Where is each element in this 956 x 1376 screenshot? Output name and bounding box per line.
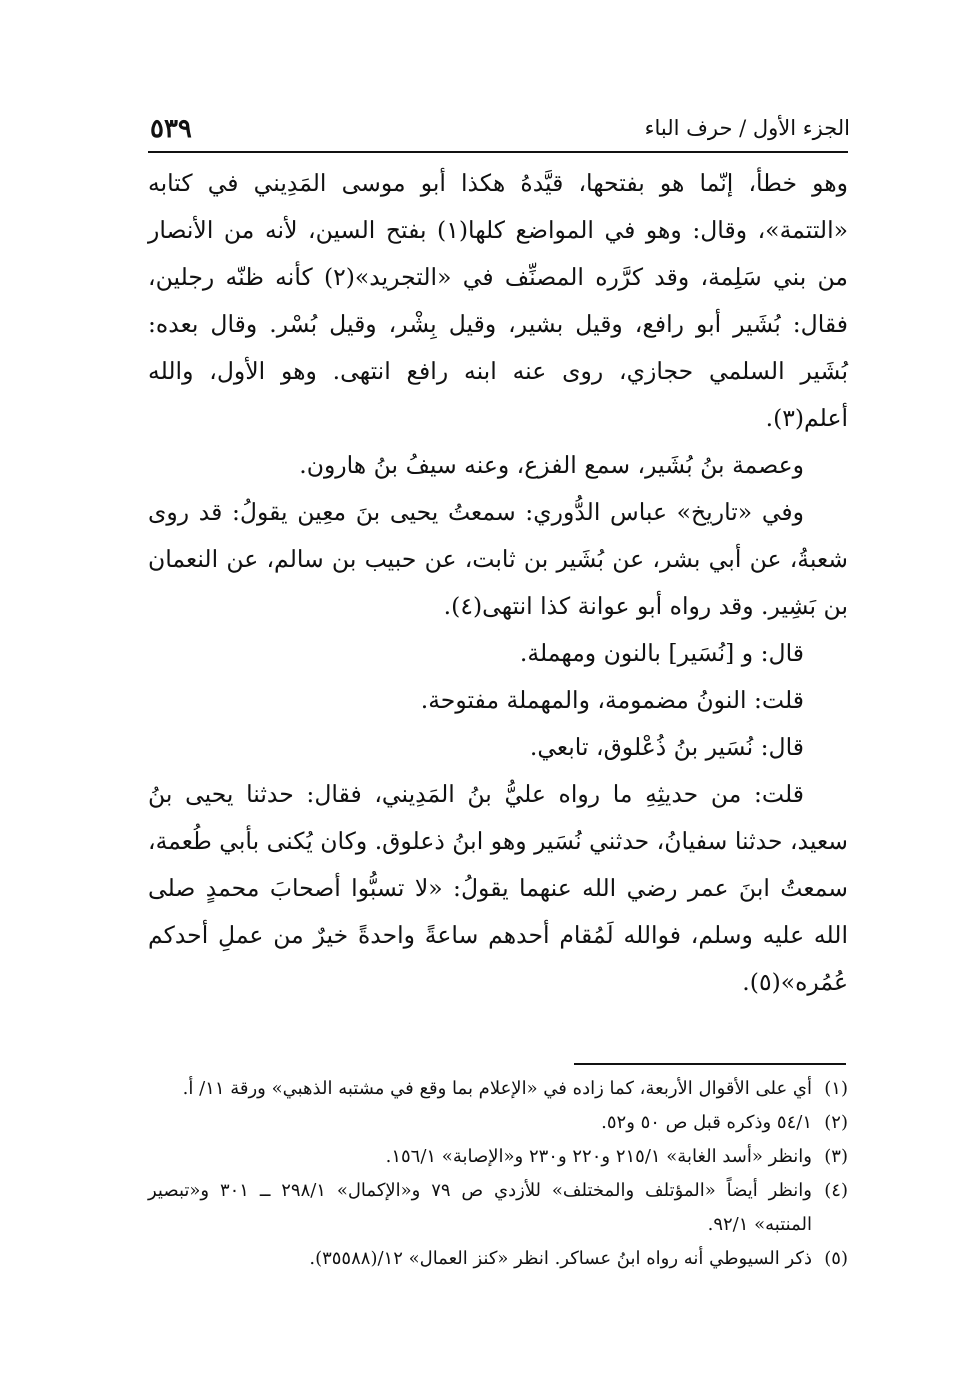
footnote-text: وانظر أيضاً «المؤتلف والمختلف» للأزدي ص ٧٩ و«الإكمال» ٢٩٨/١ ــ ٣٠١ و«تبصير المنتبه» ٩٢/١. xyxy=(148,1180,812,1235)
footnote-text: وانظر «أسد الغابة» ٢١٥/١ و٢٢٠ و٢٣٠ و«الإصابة» ١٥٦/١. xyxy=(385,1146,812,1167)
footnote-number: (٢) xyxy=(824,1112,848,1133)
footnote-text: ٥٤/١ وذكره قبل ص ٥٠ و٥٢. xyxy=(601,1112,812,1133)
footnote-item xyxy=(148,1140,848,1174)
footnote-item xyxy=(148,1174,848,1242)
footnote-item xyxy=(148,1072,848,1106)
paragraph: وعصمة بنُ بُشَير، سمع الفزع، وعنه سيفُ بنُ هارون. xyxy=(299,451,804,479)
header-divider xyxy=(148,151,848,153)
footnote-text: ذكر السيوطي أنه رواه ابنُ عساكر. انظر «كنز العمال» ١٢/(٣٥٥٨٨). xyxy=(309,1248,812,1269)
paragraph: وفي «تاريخ» عباس الدُّوري: سمعتُ يحيى بنَ معِين يقولُ: قد روى شعبةُ، عن أبي بشر، عن بُشَير بن ثابت، عن حبيب بن سالم، عن النعمان بن بَشِير. وقد رواه أبو عوانة كذا انتهى(٤). xyxy=(148,498,848,620)
main-text xyxy=(148,160,848,1006)
paragraph: وهو خطأ، إنّما هو بفتحها، قيَّدهُ هكذا أبو موسى المَدِيني في كتابه «التتمة»، وقال: وهو في المواضع كلها(١) بفتح السين، لأنه من الأنصار من بني سَلِمة، وقد كرَّره المصنِّف في «التجريد»(٢) كأنه ظنّه رجلين، فقال: بُشَير أبو رافع، وقيل بشير، وقيل بِشْر، وقيل بُسْر. وقال بعده: بُشَير السلمي حجازي، روى عنه ابنه رافع انتهى. وهو الأول، والله أعلم(٣). xyxy=(148,169,848,432)
paragraph: قال: و [نُسَير] بالنون ومهملة. xyxy=(519,639,804,667)
page-number: ٥٣٩ xyxy=(150,114,192,144)
footnotes xyxy=(148,1072,848,1276)
footnote-number: (١) xyxy=(824,1078,848,1099)
paragraph: قال: نُسَير بنُ ذُعْلوق، تابعي. xyxy=(529,733,804,761)
footnote-item xyxy=(148,1242,848,1276)
footnote-number: (٣) xyxy=(824,1146,848,1167)
footnote-number: (٥) xyxy=(824,1248,848,1269)
paragraph: قلت: من حديثِهِ ما رواه عليُّ بنُ المَدِيني، فقال: حدثنا يحيى بنُ سعيد، حدثنا سفيانُ، حدثني نُسَير وهو ابنُ ذعلوق. وكان يُكنى بأبي طُعمة، سمعتُ ابنَ عمر رضي الله عنهما يقولُ: «لا تسبُّوا أصحابَ محمدٍ صلى الله عليه وسلم، فوالله لَمُقام أحدهم ساعةً واحدةً خيرٌ من عملِ أحدكم عُمُره»(٥). xyxy=(148,780,848,996)
running-header xyxy=(150,114,850,148)
footnote-text: أي على الأقوال الأربعة، كما زاده في «الإعلام بما وقع في مشتبه الذهبي» ورقة ١١/ أ. xyxy=(182,1078,812,1099)
footnote-divider xyxy=(574,1063,846,1065)
paragraph: قلت: النونُ مضمومة، والمهملة مفتوحة. xyxy=(420,686,804,714)
footnote-item xyxy=(148,1106,848,1140)
footnote-number: (٤) xyxy=(824,1180,848,1201)
running-header-title: الجزء الأول / حرف الباء xyxy=(644,116,850,140)
